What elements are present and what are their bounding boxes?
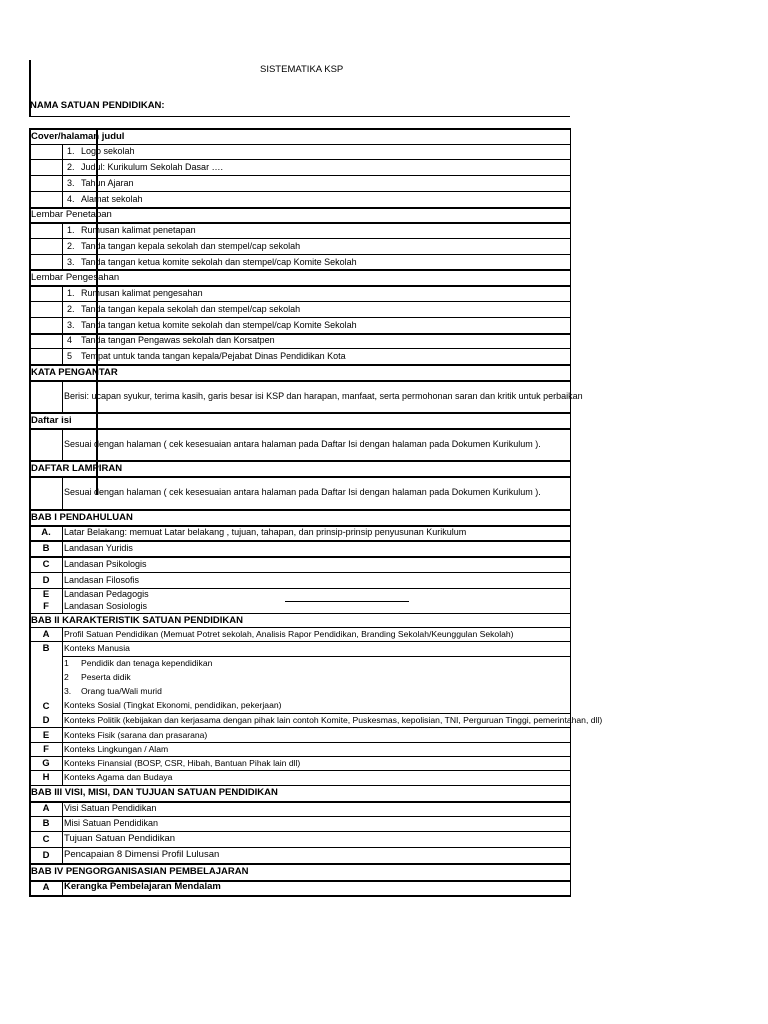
row-line	[30, 816, 570, 817]
row-text: Konteks Politik (kebijakan dan kerjasama dengan pihak lain contoh Komite, Puskesmas, kepolisian, TNI, Perguruan Tinggi, pemerintahan, dll)	[64, 715, 603, 725]
column-separator	[62, 285, 63, 365]
row-line	[29, 222, 571, 224]
column-separator	[62, 428, 63, 460]
row-text: Konteks Fisik (sarana dan prasarana)	[64, 730, 208, 740]
row-letter: F	[43, 601, 49, 612]
row-line	[30, 613, 570, 614]
row-line	[30, 348, 570, 349]
row-text: Landasan Yuridis	[64, 543, 133, 553]
row-letter: B	[42, 543, 50, 554]
row-number: 1	[64, 658, 69, 668]
row-letter: A	[42, 803, 50, 814]
item-number: 1.	[67, 288, 75, 298]
chapter-label: BAB III VISI, MISI, DAN TUJUAN SATUAN PENDIDIKAN	[31, 787, 278, 798]
table-bottom-border	[29, 895, 571, 897]
row-text: Peserta didik	[81, 672, 131, 682]
chapter-label: BAB IV PENGORGANISASIAN PEMBELAJARAN	[31, 866, 249, 877]
item-text: Alamat sekolah	[81, 194, 143, 204]
section-label: Cover/halaman judul	[31, 131, 125, 142]
item-number: 2.	[67, 241, 75, 251]
row-line	[30, 317, 570, 318]
row-line	[30, 742, 570, 743]
row-letter: C	[42, 701, 50, 712]
item-text: Tanda tangan Pengawas sekolah dan Korsatpen	[81, 335, 275, 345]
row-letter: G	[42, 758, 50, 769]
row-line	[30, 159, 570, 160]
row-line	[30, 572, 570, 573]
item-text: Judul: Kurikulum Sekolah Dasar ….	[81, 162, 224, 172]
row-line	[29, 269, 571, 271]
item-number: 3.	[67, 178, 75, 188]
item-text: Rumusan kalimat penetapan	[81, 225, 196, 235]
row-line	[29, 428, 571, 430]
item-number: 4.	[67, 194, 75, 204]
row-text: Landasan Sosiologis	[64, 601, 148, 611]
row-line	[30, 847, 570, 848]
unit-name-label: NAMA SATUAN PENDIDIKAN:	[30, 100, 165, 111]
item-number: 3.	[67, 257, 75, 267]
row-text: Landasan Filosofis	[64, 575, 140, 585]
section-label: KATA PENGANTAR	[31, 367, 118, 378]
section-label: Daftar isi	[31, 415, 72, 426]
row-number: 2	[64, 672, 69, 682]
item-number: 2.	[67, 304, 75, 314]
row-line	[30, 301, 570, 302]
row-line	[30, 831, 570, 832]
row-number: 3.	[64, 686, 72, 696]
row-text: Kerangka Pembelajaran Mendalam	[64, 881, 221, 892]
row-text: Landasan Psikologis	[64, 559, 147, 569]
row-letter: A	[42, 629, 50, 640]
row-text: Pendidik dan tenaga kependidikan	[81, 658, 213, 668]
table-top-border	[29, 128, 571, 130]
row-text: Tujuan Satuan Pendidikan	[64, 833, 176, 844]
row-line	[29, 863, 571, 865]
row-text: Profil Satuan Pendidikan (Memuat Potret sekolah, Analisis Rapor Pendidikan, Branding Sekolah/Keunggulan Sekolah)	[64, 629, 514, 639]
column-separator	[62, 801, 63, 863]
item-text: Tanda tangan kepala sekolah dan stempel/cap sekolah	[81, 304, 301, 314]
row-text: Landasan Pedagogis	[64, 589, 149, 599]
row-text: Konteks Agama dan Budaya	[64, 772, 173, 782]
row-text: Konteks Sosial (Tingkat Ekonomi, pendidikan, pekerjaan)	[64, 700, 282, 710]
row-line	[29, 540, 571, 542]
row-letter: D	[42, 715, 50, 726]
row-text: Latar Belakang: memuat Latar belakang , tujuan, tahapan, dan prinsip-prinsip penyusunan Kurikulum	[64, 527, 467, 537]
item-number: 2.	[67, 162, 75, 172]
row-line	[30, 254, 570, 255]
row-text: Konteks Manusia	[64, 643, 130, 653]
row-line	[30, 770, 570, 771]
row-letter: A	[42, 882, 50, 893]
row-letter: E	[42, 589, 50, 600]
row-line	[30, 785, 570, 786]
section-label: Lembar Penetapan	[31, 209, 112, 220]
row-line	[30, 727, 570, 728]
row-line	[30, 627, 570, 628]
item-number: 5	[67, 351, 73, 361]
table-right-border	[570, 128, 571, 896]
row-letter: F	[43, 744, 49, 755]
row-line	[30, 175, 570, 176]
row-line	[29, 285, 571, 287]
item-text: Tanda tangan kepala sekolah dan stempel/cap sekolah	[81, 241, 301, 251]
row-text: Pencapaian 8 Dimensi Profil Lulusan	[64, 849, 220, 860]
row-line	[30, 756, 570, 757]
row-text: Orang tua/Wali murid	[81, 686, 162, 696]
column-separator	[62, 525, 63, 613]
row-line	[62, 656, 570, 657]
item-number: 1.	[67, 225, 75, 235]
item-number: 3.	[67, 320, 75, 330]
row-line	[30, 238, 570, 239]
row-letter: C	[42, 834, 50, 845]
section-description: Sesuai dengan halaman ( cek kesesuaian antara halaman pada Daftar Isi dengan halaman pada Dokumen Kurikulum ).	[64, 439, 541, 449]
row-line	[29, 556, 571, 558]
row-letter: D	[42, 575, 50, 586]
row-line	[29, 509, 571, 511]
row-line	[30, 144, 570, 145]
row-text: Visi Satuan Pendidikan	[64, 803, 157, 813]
section-description: Berisi: ucapan syukur, terima kasih, garis besar isi KSP dan harapan, manfaat, serta permohonan saran dan kritik untuk perbaikan	[64, 391, 583, 401]
row-letter: B	[42, 643, 50, 654]
chapter-label: BAB II KARAKTERISTIK SATUAN PENDIDIKAN	[31, 615, 243, 626]
row-line	[29, 476, 571, 478]
row-letter: B	[42, 818, 50, 829]
row-letter: A.	[41, 527, 51, 538]
row-text: Konteks Lingkungan / Alam	[64, 744, 169, 754]
column-separator	[62, 627, 63, 786]
section-label: Lembar Pengesahan	[31, 272, 120, 283]
section-description: Sesuai dengan halaman ( cek kesesuaian antara halaman pada Daftar Isi dengan halaman pada Dokumen Kurikulum ).	[64, 487, 541, 497]
row-letter: H	[42, 772, 50, 783]
item-number: 4	[67, 335, 73, 345]
row-letter: E	[42, 730, 50, 741]
row-text: Konteks Finansial (BOSP, CSR, Hibah, Bantuan Pihak lain dll)	[64, 758, 301, 768]
column-separator	[62, 380, 63, 412]
item-text: Logo sekolah	[81, 146, 135, 156]
section-label: DAFTAR LAMPIRAN	[31, 463, 123, 474]
header-divider	[30, 116, 570, 117]
row-line	[30, 641, 570, 642]
row-line	[29, 380, 571, 382]
row-line	[29, 412, 571, 414]
column-separator	[62, 880, 63, 896]
column-separator	[62, 222, 63, 270]
item-text: Tahun Ajaran	[81, 178, 134, 188]
row-letter: D	[42, 850, 50, 861]
row-line	[30, 191, 570, 192]
item-text: Rumusan kalimat pengesahan	[81, 288, 203, 298]
row-text: Misi Satuan Pendidikan	[64, 818, 159, 828]
chapter-label: BAB I PENDAHULUAN	[31, 512, 133, 523]
item-text: Tanda tangan ketua komite sekolah dan stempel/cap Komite Sekolah	[81, 320, 357, 330]
row-letter: C	[42, 559, 50, 570]
item-text: Tempat untuk tanda tangan kepala/Pejabat Dinas Pendidikan Kota	[81, 351, 346, 361]
row-line	[29, 460, 571, 462]
column-separator	[62, 476, 63, 509]
row-line	[29, 364, 571, 366]
item-text: Tanda tangan ketua komite sekolah dan stempel/cap Komite Sekolah	[81, 257, 357, 267]
row-line	[62, 713, 570, 714]
document-title: SISTEMATIKA KSP	[260, 64, 344, 75]
item-number: 1.	[67, 146, 75, 156]
row-line	[285, 601, 409, 602]
